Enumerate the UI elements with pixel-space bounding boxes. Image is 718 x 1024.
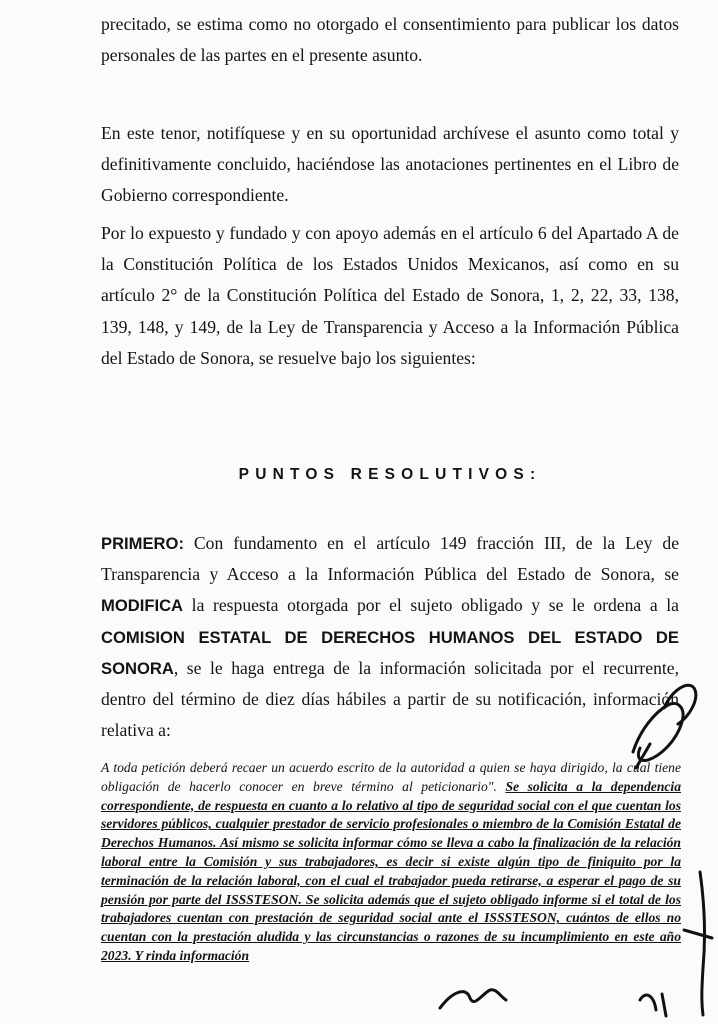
signature-mark-bottom-right — [640, 994, 666, 1016]
paragraph-notification: En este tenor, notifíquese y en su oportunidad archívese el asunto como total y definitivamente concluido, haciéndose las anotaciones pertinentes en el Libro de Gobierno correspondiente. — [101, 123, 679, 206]
paragraph-primero — [101, 528, 679, 746]
quoted-request — [101, 759, 681, 966]
paragraph-consent: precitado, se estima como no otorgado el consentimiento para publicar los datos personales de las partes en el presente asunto. — [101, 14, 679, 66]
heading-puntos-resolutivos: PUNTOS RESOLUTIVOS: — [238, 466, 542, 483]
quote-intro: A toda petición deberá recaer un acuerdo escrito de la autoridad a quien se haya dirigido, la cual tiene obligación de hacerlo conocer en breve término al peticionario". — [101, 760, 681, 794]
signature-mark-bottom-left — [440, 990, 506, 1008]
signature-mark-right-lower — [684, 872, 712, 1015]
primero-text-c: , se le haga entrega de la información solicitada por el recurrente, dentro del término de diez días hábiles a partir de su notificación, información relativa a: — [101, 657, 679, 741]
primero-text-a: Con fundamento en el artículo 149 fracción III, de la Ley de Transparencia y Acceso a la Información Pública del Estado de Sonora, se — [101, 533, 679, 585]
modifica-keyword: MODIFICA — [101, 596, 184, 616]
paragraph-legal-basis: Por lo expuesto y fundado y con apoyo además en el artículo 6 del Apartado A de la Constitución Política de los Estados Unidos Mexicanos, así como en su artículo 2° de la Constitución Política del Estado de Sonora, 1, 2, 22, 33, 138, 139, 148, y 149, de la Ley de Transparencia y Acceso a la Información Pública del Estado de Sonora, se resuelve bajo los siguientes: — [101, 223, 679, 368]
entity-name: COMISION ESTATAL DE DERECHOS HUMANOS DEL ESTADO DE SONORA — [101, 627, 679, 678]
primero-text-b: la respuesta otorgada por el sujeto obligado y se le ordena a la — [183, 595, 679, 616]
primero-label: PRIMERO: — [101, 534, 184, 553]
quote-request: Se solicita a la dependencia correspondiente, de respuesta en cuanto a lo relativo al tipo de seguridad social con el que cuentan los servidores públicos, cualquier prestador de servicio profesionales o miembro de la Comisión Estatal de Derechos Humanos. Así mismo se solicita informar cómo se lleva a cabo la finalización de la relación laboral entre la Comisión y sus trabajadores, es decir si existe algún tipo de finiquito por la terminación de la relación laboral, con el cual el trabajador pueda retirarse, a esperar el pago de su pensión por parte del ISSSTESON. Se solicita además que el sujeto obligado informe si el total de los trabajadores cuentan con prestación de seguridad social ante el ISSSTESON, cuántos de ellos no cuentan con la prestación aludida y las circunstancias o razones de su incumplimiento en este año 2023. Y rinda información — [101, 778, 681, 963]
